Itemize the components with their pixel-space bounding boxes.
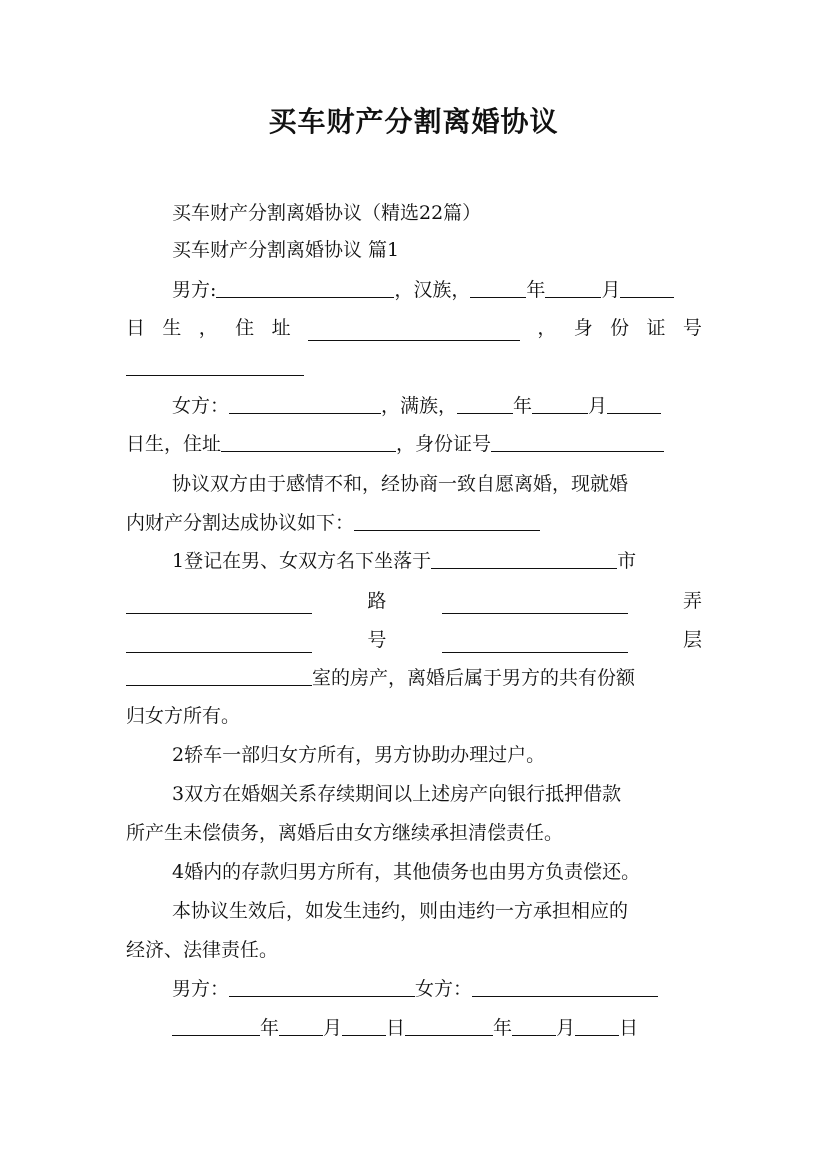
agreement-text: 内财产分割达成协议如下： (126, 512, 355, 534)
female-name-blank (229, 395, 381, 414)
female-address-blank (221, 433, 396, 452)
month-label: 月 (601, 279, 621, 301)
lu-label: 路 (367, 590, 387, 612)
comma: ， (537, 317, 557, 339)
male-date-day-blank (342, 1017, 386, 1036)
subtitle-line: 买车财产分割离婚协议 篇1 (172, 239, 400, 261)
female-day-blank (607, 395, 661, 414)
month-label: 月 (588, 395, 608, 417)
female-id-blank (491, 433, 664, 452)
item-1-line-5: 归女方所有。 (126, 705, 241, 727)
lane-blank (442, 595, 628, 614)
male-address-line (126, 315, 702, 341)
item-2: 2轿车一部归女方所有，男方协助办理过户。 (172, 744, 546, 766)
shi-label: 市 (617, 550, 637, 572)
agreement-line-2 (126, 510, 702, 536)
male-label: 男方: (172, 279, 217, 301)
male-name-blank (216, 279, 394, 298)
day-label: 日 (126, 317, 146, 339)
item-3-line-2: 所产生未偿债务，离婚后由女方继续承担清偿责任。 (126, 822, 564, 844)
female-label: 女方： (172, 395, 230, 417)
fen-label: 份 (610, 317, 630, 339)
comma: ， (198, 317, 218, 339)
item-1-line-3 (126, 627, 702, 653)
zhu-label: 住 (235, 317, 255, 339)
hao-label: 号 (682, 317, 702, 339)
female-id-label: ，身份证号 (396, 433, 492, 455)
male-id-blank (126, 357, 304, 376)
female-address-line (126, 431, 702, 457)
day-label: 日 (386, 1017, 406, 1039)
year-label: 年 (526, 279, 546, 301)
birth-year-blank (470, 279, 526, 298)
city-blank (431, 550, 617, 569)
ceng-label: 层 (682, 629, 702, 651)
agreement-blank (354, 512, 540, 531)
sheng-label: 生 (162, 317, 182, 339)
agreement-line-1: 协议双方由于感情不和，经协商一致自愿离婚，现就婚 (172, 473, 629, 495)
male-date-month-blank (279, 1017, 323, 1036)
female-party-line (172, 393, 702, 419)
male-party-line (172, 277, 702, 303)
female-birth-address-label: 日生，住址 (126, 433, 222, 455)
road-blank (126, 595, 312, 614)
item-1-room-text: 室的房产，离婚后属于男方的共有份额 (312, 667, 636, 689)
year-label: 年 (493, 1017, 513, 1039)
month-label: 月 (323, 1017, 343, 1039)
signature-date-line (172, 1015, 702, 1041)
liability-line-2: 经济、法律责任。 (126, 939, 279, 961)
item-1-text: 1登记在男、女双方名下坐落于 (172, 550, 432, 572)
zhi-label: 址 (271, 317, 291, 339)
zheng-label: 证 (646, 317, 666, 339)
intro-line: 买车财产分割离婚协议（精选22篇） (172, 202, 482, 224)
item-1-line-1 (172, 548, 702, 574)
female-signature-label: 女方： (415, 978, 473, 1000)
female-year-blank (457, 395, 513, 414)
nong-label: 弄 (682, 590, 702, 612)
room-blank (126, 667, 312, 686)
day-label: 日 (619, 1017, 639, 1039)
female-month-blank (532, 395, 588, 414)
ethnic-han: ，汉族， (394, 279, 471, 301)
signature-line (172, 976, 702, 1002)
number-blank (126, 634, 312, 653)
birth-month-blank (545, 279, 601, 298)
male-signature-blank (229, 978, 415, 997)
floor-blank (442, 634, 628, 653)
male-address-blank (308, 322, 520, 341)
female-signature-blank (472, 978, 658, 997)
hao-label: 号 (367, 629, 387, 651)
female-date-month-blank (512, 1017, 556, 1036)
female-date-year-blank (405, 1017, 493, 1036)
female-date-day-blank (575, 1017, 619, 1036)
document-title: 买车财产分割离婚协议 (268, 105, 559, 138)
year-label: 年 (513, 395, 533, 417)
month-label: 月 (556, 1017, 576, 1039)
ethnic-man: ，满族， (381, 395, 458, 417)
item-3-line-1: 3双方在婚姻关系存续期间以上述房产向银行抵押借款 (172, 783, 622, 805)
item-4: 4婚内的存款归男方所有，其他债务也由男方负责偿还。 (172, 861, 641, 883)
birth-day-blank (620, 279, 674, 298)
liability-line-1: 本协议生效后，如发生违约，则由违约一方承担相应的 (172, 900, 629, 922)
year-label: 年 (260, 1017, 280, 1039)
shen-label: 身 (573, 317, 593, 339)
male-id-line (126, 355, 702, 381)
male-signature-label: 男方： (172, 978, 230, 1000)
male-date-year-blank (172, 1017, 260, 1036)
item-1-line-4 (126, 665, 702, 691)
item-1-line-2 (126, 588, 702, 614)
